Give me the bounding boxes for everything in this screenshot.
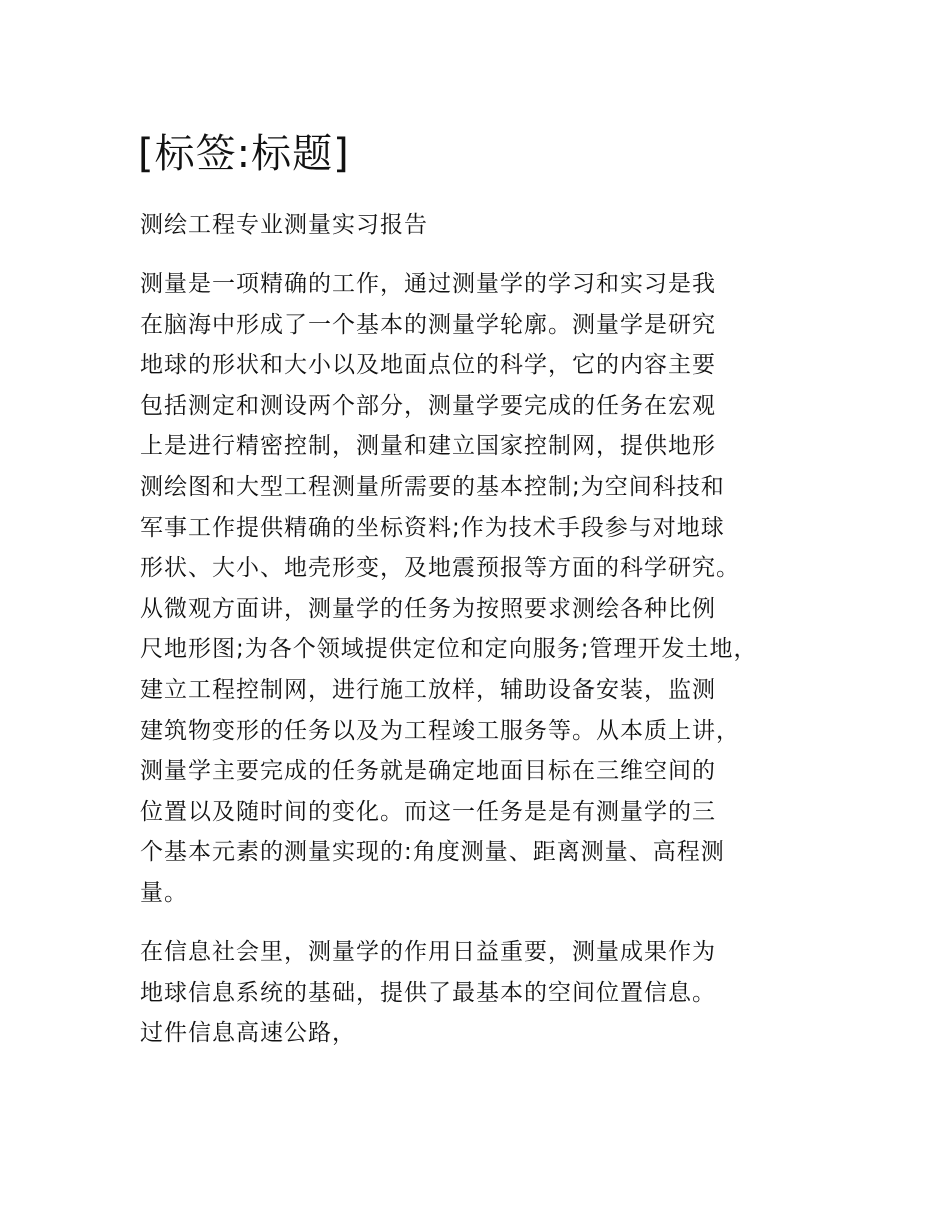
paragraph-line: 军事工作提供精确的坐标资料;作为技术手段参与对地球 — [140, 514, 725, 541]
paragraph-line: 在脑海中形成了一个基本的测量学轮廓。测量学是研究 — [140, 311, 716, 338]
paragraph-line: 形状、大小、地壳形变，及地震预报等方面的科学研究。 — [140, 555, 740, 582]
paragraph-line: 测量是一项精确的工作，通过测量学的学习和实习是我 — [140, 271, 716, 297]
paragraph-line: 测量学主要完成的任务就是确定地面目标在三维空间的 — [140, 758, 716, 785]
paragraph-line: 地球的形状和大小以及地面点位的科学，它的内容主要 — [140, 352, 716, 379]
paragraph-line: 包括测定和测设两个部分，测量学要完成的任务在宏观 — [140, 392, 716, 419]
paragraph-line: 量。 — [140, 879, 188, 906]
paragraph-line: 过件信息高速公路， — [140, 1020, 356, 1047]
paragraph-line: 地球信息系统的基础，提供了最基本的空间位置信息。 — [140, 979, 716, 1006]
document-title: [标签:标题] — [138, 131, 350, 177]
paragraph-line: 从微观方面讲，测量学的任务为按照要求测绘各种比例 — [140, 595, 716, 622]
paragraph-line: 上是进行精密控制，测量和建立国家控制网，提供地形 — [140, 433, 716, 460]
body-paragraph-2 — [140, 932, 716, 1054]
paragraph-line: 测绘图和大型工程测量所需要的基本控制;为空间科技和 — [140, 473, 725, 500]
paragraph-line: 建筑物变形的任务以及为工程竣工服务等。从本质上讲， — [140, 717, 740, 744]
paragraph-line: 建立工程控制网，进行施工放样，辅助设备安装，监测 — [140, 676, 716, 703]
paragraph-line: 位置以及随时间的变化。而这一任务是是有测量学的三 — [140, 798, 716, 825]
paragraph-line: 在信息社会里，测量学的作用日益重要，测量成果作为 — [140, 939, 716, 965]
document-subtitle: 测绘工程专业测量实习报告 — [140, 212, 428, 238]
paragraph-line: 个基本元素的测量实现的:角度测量、距离测量、高程测 — [140, 839, 725, 866]
body-paragraph-1 — [140, 264, 758, 914]
paragraph-line: 尺地形图;为各个领域提供定位和定向服务;管理开发土地， — [140, 636, 758, 663]
